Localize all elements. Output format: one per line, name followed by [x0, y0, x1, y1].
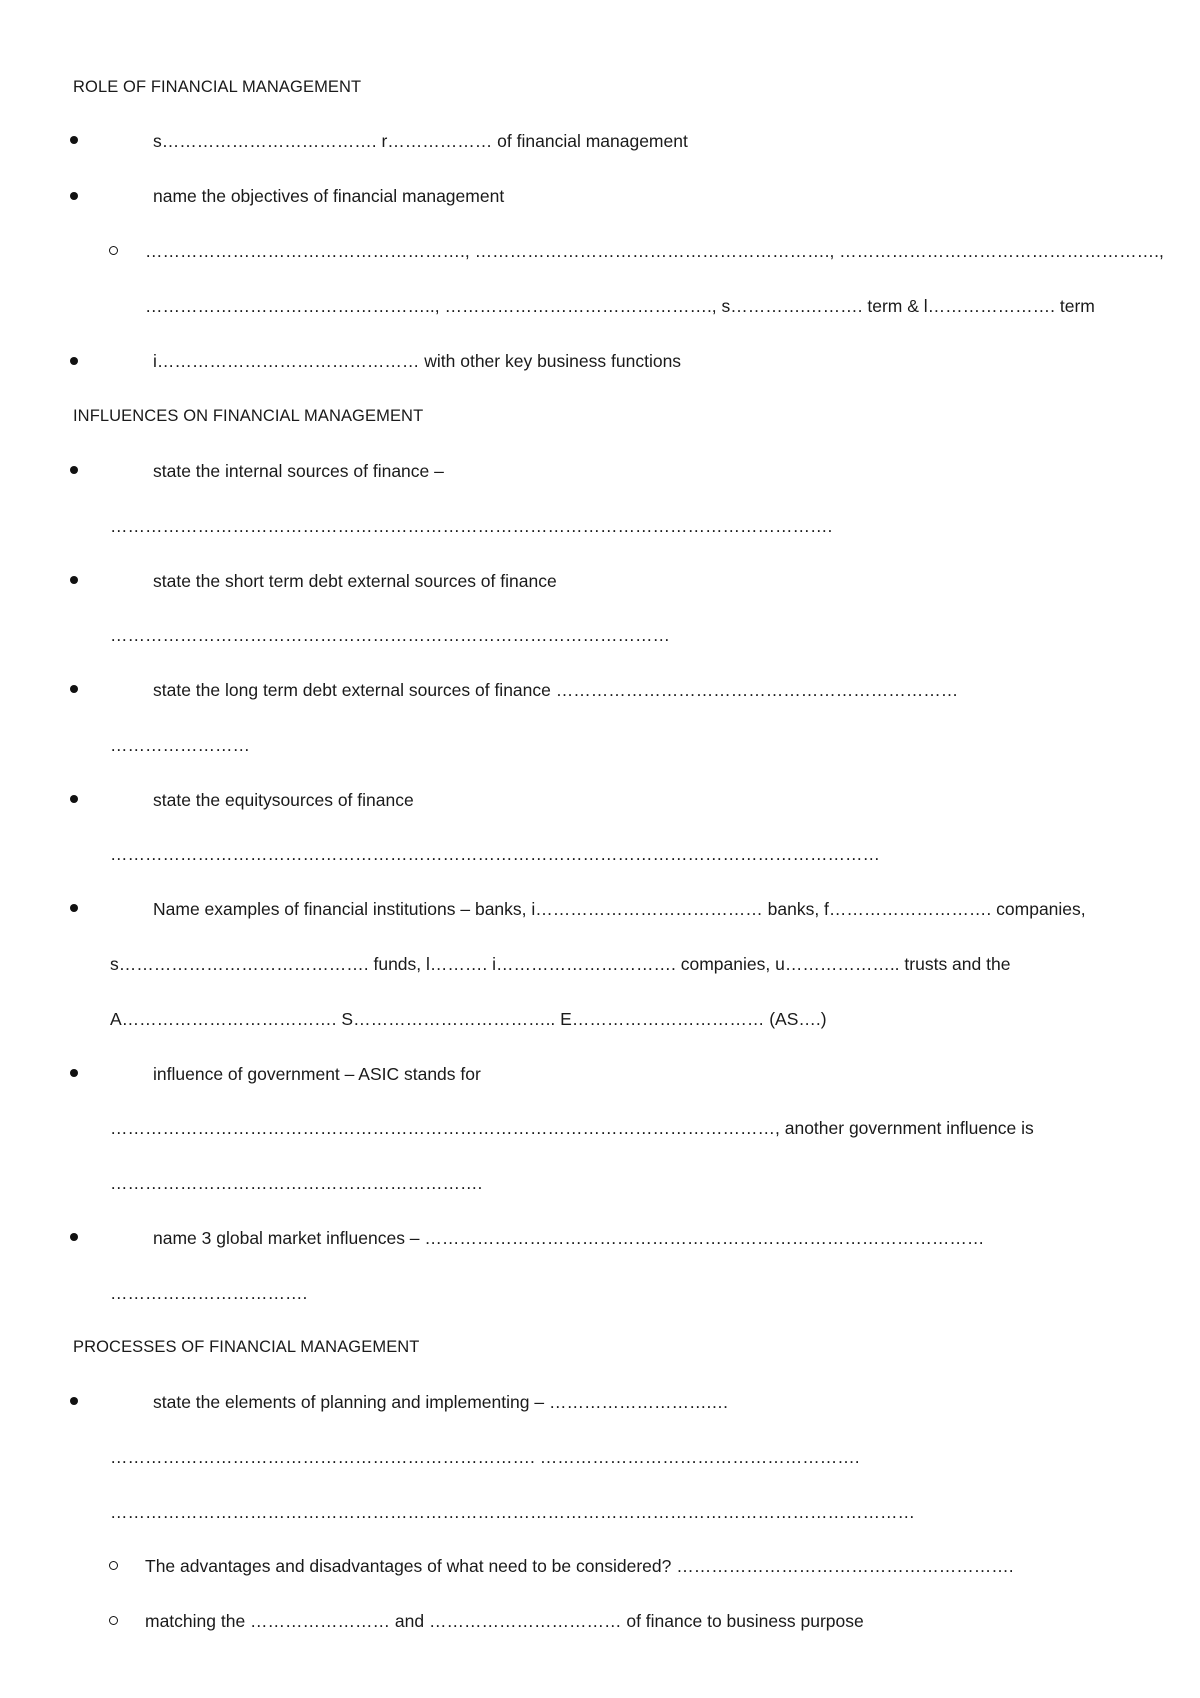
- bullet-icon: [70, 136, 78, 144]
- worksheet-line: ………………………………………………., ……………………………………………………., ……………………………………………….,: [145, 241, 1164, 261]
- bullet-icon: [70, 1233, 78, 1241]
- bullet-icon: [70, 466, 78, 474]
- worksheet-line: i……………………………………… with other key business functions: [153, 351, 682, 371]
- worksheet-line: ………………………………………………………………. ……………………………………………….: [110, 1447, 860, 1467]
- section-heading-role: ROLE OF FINANCIAL MANAGEMENT: [73, 78, 362, 96]
- worksheet-line: name 3 global market influences – ……………………………………………………………………………………: [153, 1228, 985, 1248]
- bullet-icon: [70, 685, 78, 693]
- worksheet-line: Name examples of financial institutions – banks, i………………………………… banks, f………………………. companies,: [153, 899, 1086, 919]
- worksheet-line: ………………………………………….., ………………………………………., s………….………. term & l…………………. term: [145, 296, 1095, 316]
- bullet-icon: [70, 795, 78, 803]
- worksheet-line: state the elements of planning and implementing – ……………………….…: [153, 1392, 729, 1412]
- sub-bullet-icon: [109, 246, 118, 255]
- worksheet-line: ……………………………………………………….: [110, 1173, 483, 1193]
- worksheet-line: A………………………………. S…………………………….. E…………………………… (AS….): [110, 1009, 827, 1029]
- worksheet-line: ……………………………………………………………………………………: [110, 625, 670, 645]
- bullet-icon: [70, 1397, 78, 1405]
- worksheet-line: influence of government – ASIC stands for: [153, 1064, 481, 1084]
- worksheet-line: …………………………………………………………………………………………………………….: [110, 516, 833, 536]
- section-heading-influences: INFLUENCES ON FINANCIAL MANAGEMENT: [73, 407, 424, 425]
- worksheet-line: state the internal sources of finance –: [153, 461, 444, 481]
- worksheet-line: state the equitysources of finance: [153, 790, 414, 810]
- bullet-icon: [70, 904, 78, 912]
- worksheet-line: s……………………………………. funds, l………. i…………………………. companies, u……………….. trusts and the: [110, 954, 1011, 974]
- worksheet-line: The advantages and disadvantages of what need to be considered? ………………………………………………….: [145, 1556, 1014, 1576]
- worksheet-line: ……………………………………………………………………………………………………, another government influence is: [110, 1118, 1034, 1138]
- worksheet-line: ……………………: [110, 735, 250, 755]
- sub-bullet-icon: [109, 1616, 118, 1625]
- worksheet-line: state the short term debt external sources of finance: [153, 571, 557, 591]
- worksheet-line: ……………………………………………………………………………………………………………………: [110, 844, 880, 864]
- bullet-icon: [70, 357, 78, 365]
- section-heading-processes: PROCESSES OF FINANCIAL MANAGEMENT: [73, 1338, 420, 1356]
- worksheet-line: matching the …………………… and …………………………… of finance to business purpose: [145, 1611, 864, 1631]
- worksheet-line: …………………………………………………………………………………………………………………………: [110, 1502, 915, 1522]
- sub-bullet-icon: [109, 1561, 118, 1570]
- bullet-icon: [70, 1069, 78, 1077]
- worksheet-line: name the objectives of financial management: [153, 186, 505, 206]
- worksheet-line: state the long term debt external sources of finance ……………………………………………………………: [153, 680, 959, 700]
- bullet-icon: [70, 192, 78, 200]
- bullet-icon: [70, 576, 78, 584]
- worksheet-line: …………………………….: [110, 1283, 308, 1303]
- worksheet-line: s………………………………. r……………… of financial management: [153, 131, 688, 151]
